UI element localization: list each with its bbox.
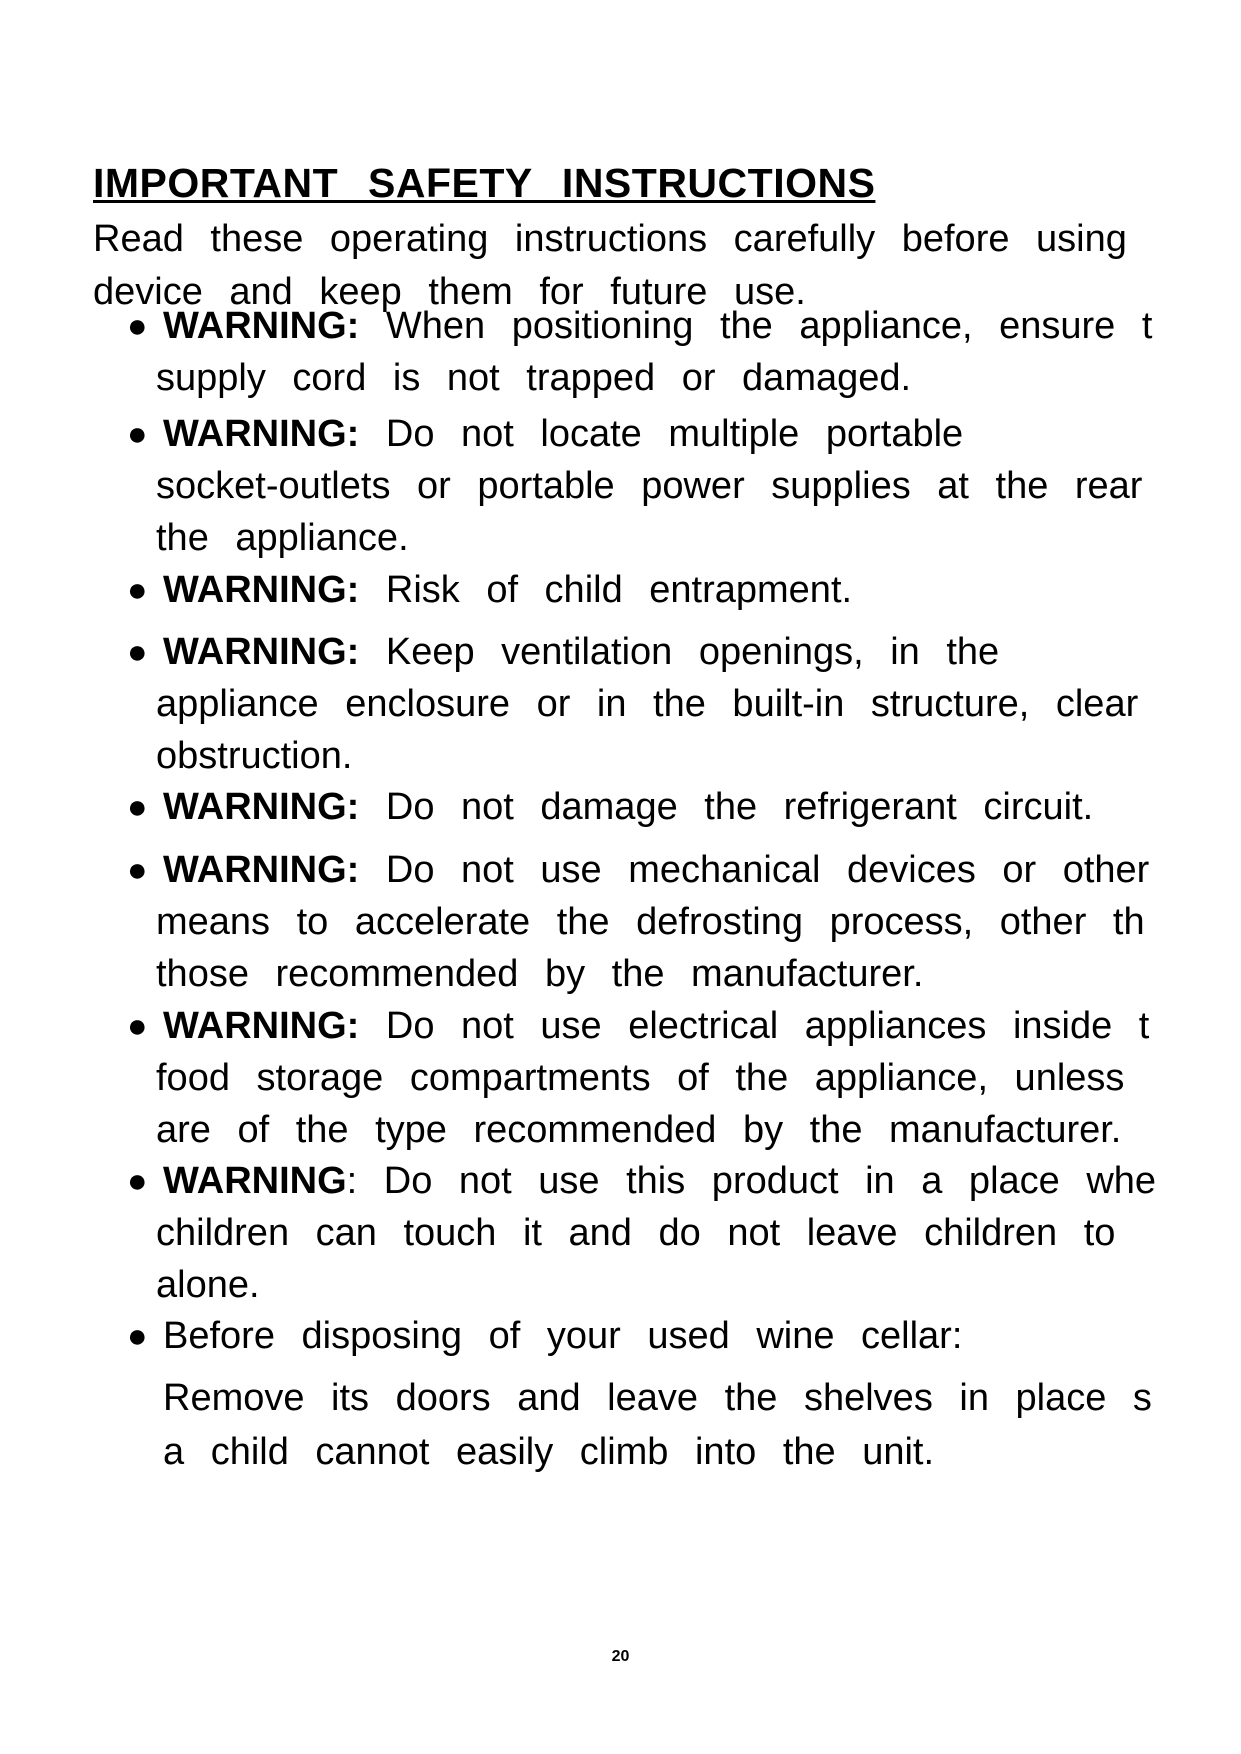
intro-line-2: device and keep them for future use. (93, 271, 806, 313)
page-number: 20 (611, 1648, 630, 1665)
warning-text: Risk of child entrapment. (359, 569, 853, 611)
bullet-icon: ● (127, 851, 148, 889)
warning-text: supply cord is not trapped or damaged. (156, 357, 912, 399)
warning-item (127, 781, 1241, 833)
warning-item (127, 408, 1241, 564)
warning-text: Do not damage the refrigerant circuit. (359, 786, 1094, 828)
disposal-heading: Before disposing of your used wine cellar: (163, 1315, 963, 1357)
warning-label: WARNING: (163, 1005, 360, 1047)
warning-label: WARNING: (163, 849, 360, 891)
disposal-line-1: Remove its doors and leave the shelves in place s (163, 1377, 1152, 1419)
warning-item (127, 1000, 1241, 1156)
bullet-icon: ● (127, 1162, 148, 1200)
warning-text: alone. (156, 1264, 260, 1306)
warning-text: : Do not use this product in a place whe (346, 1160, 1157, 1202)
warning-label: WARNING: (163, 786, 360, 828)
warning-label: WARNING: (163, 305, 360, 347)
disposal-item (127, 1310, 1241, 1362)
warning-text: the appliance. (156, 517, 409, 559)
bullet-icon: ● (127, 1317, 148, 1355)
bullet-icon: ● (127, 633, 148, 671)
warning-text: Do not use mechanical devices or other (359, 849, 1150, 891)
warning-item (127, 1155, 1241, 1311)
warning-item (127, 564, 1241, 616)
warning-label: WARNING: (163, 631, 360, 673)
warning-label: WARNING: (163, 569, 360, 611)
warning-text: When positioning the appliance, ensure t (359, 305, 1153, 347)
disposal-instructions (163, 1371, 1152, 1479)
bullet-icon: ● (127, 415, 148, 453)
warning-text: children can touch it and do not leave children to (156, 1212, 1116, 1254)
warning-text: Keep ventilation openings, in the (359, 631, 1000, 673)
warning-label: WARNING: (163, 413, 360, 455)
bullet-icon: ● (127, 307, 148, 345)
warning-text: socket-outlets or portable power supplies at the rear (156, 465, 1143, 507)
warning-text: appliance enclosure or in the built-in structure, clear (156, 683, 1139, 725)
warning-item (127, 300, 1241, 404)
warning-text: food storage compartments of the appliance, unless (156, 1057, 1125, 1099)
warning-item (127, 626, 1241, 782)
bullet-icon: ● (127, 788, 148, 826)
warning-text: Do not use electrical appliances inside t (359, 1005, 1150, 1047)
bullet-icon: ● (127, 571, 148, 609)
warning-text: Do not locate multiple portable (359, 413, 964, 455)
warning-text: those recommended by the manufacturer. (156, 953, 924, 995)
disposal-line-2: a child cannot easily climb into the unit. (163, 1431, 935, 1473)
warning-text: are of the type recommended by the manufacturer. (156, 1109, 1122, 1151)
warning-text: means to accelerate the defrosting process, other th (156, 901, 1145, 943)
intro-line-1: Read these operating instructions carefully before using (93, 218, 1127, 260)
page-title: IMPORTANT SAFETY INSTRUCTIONS (93, 160, 876, 206)
bullet-icon: ● (127, 1007, 148, 1045)
warning-item (127, 844, 1241, 1000)
warning-label: WARNING (163, 1160, 347, 1202)
warning-text: obstruction. (156, 735, 353, 777)
